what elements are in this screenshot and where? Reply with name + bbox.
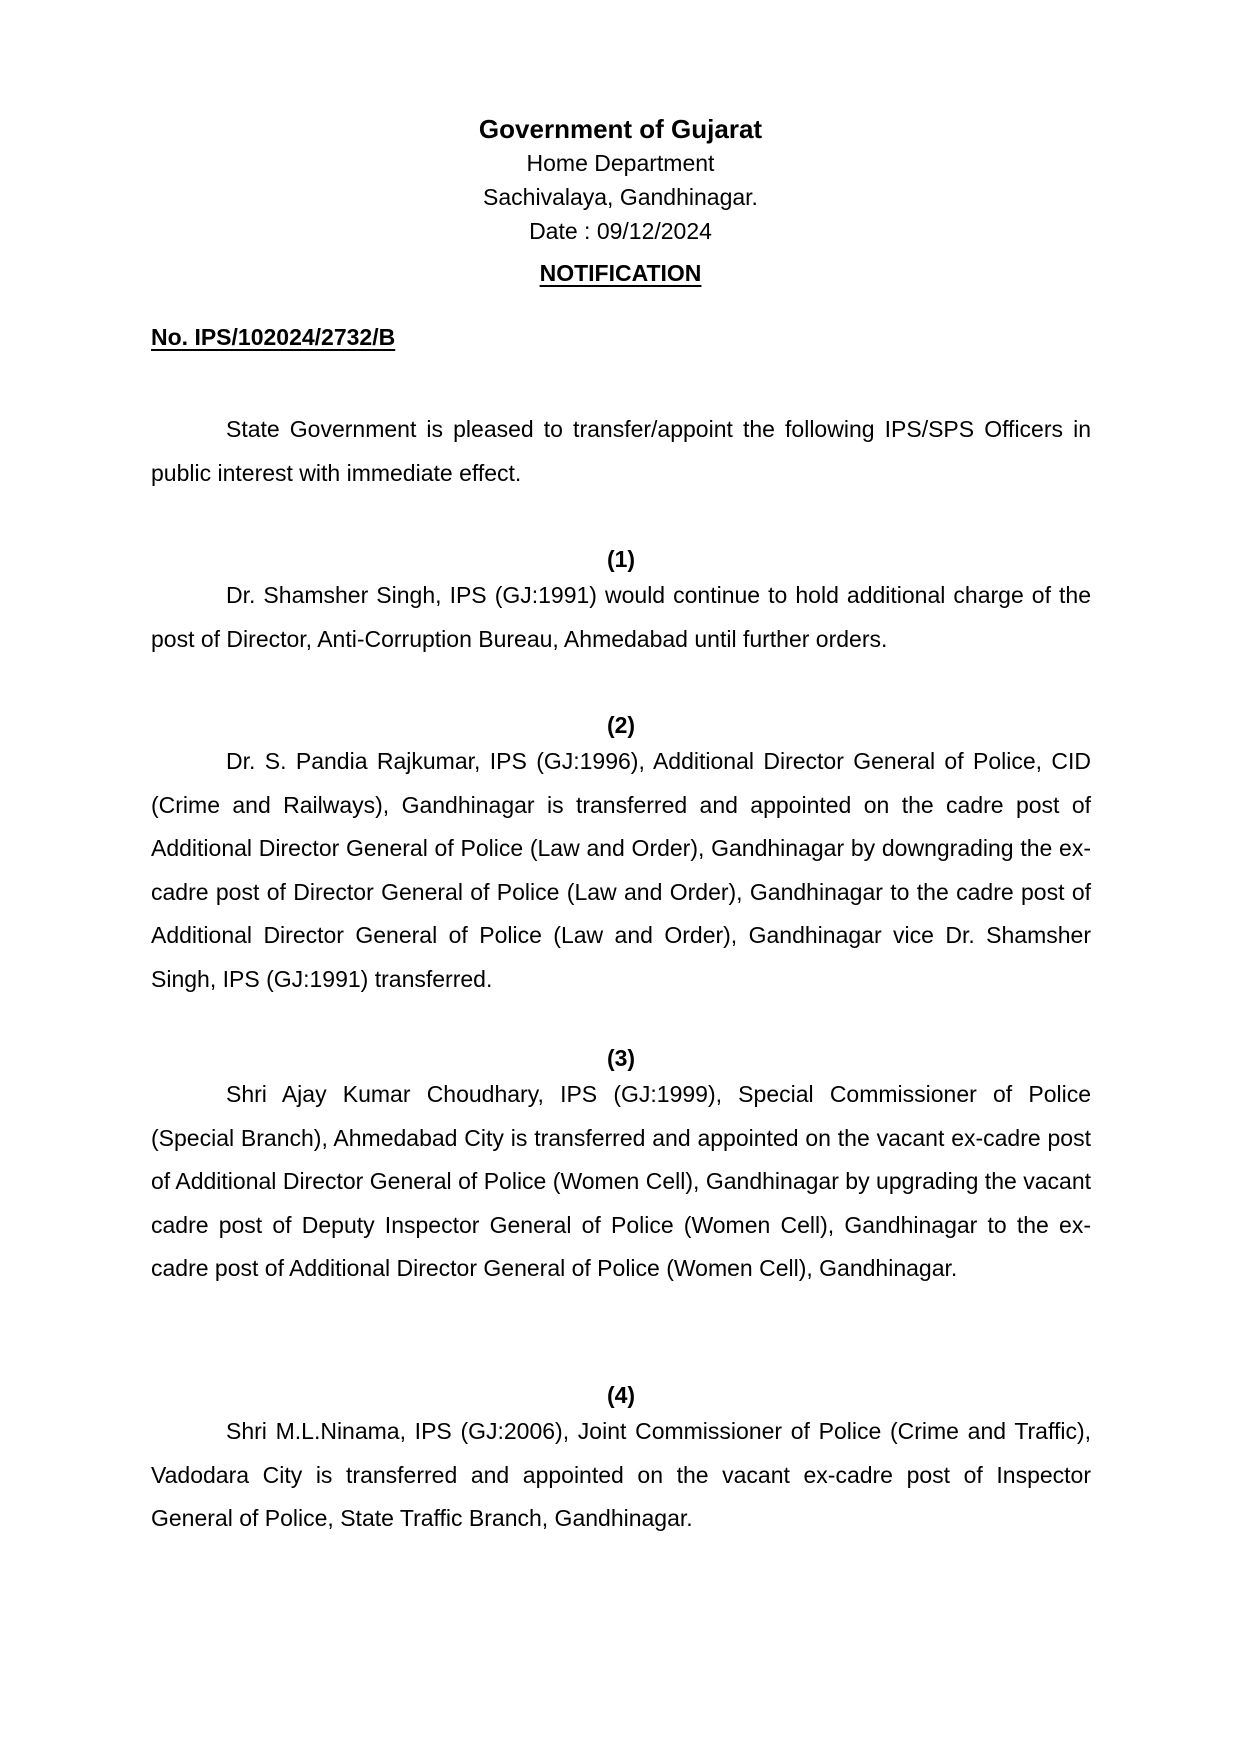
order-section-2 [151, 710, 1091, 1001]
section-number: (1) [606, 546, 636, 572]
order-section-3 [151, 1043, 1091, 1291]
intro-paragraph: State Government is pleased to transfer/appoint the following IPS/SPS Officers in public interest with immediate effect. [151, 416, 1091, 486]
order-section-4 [151, 1380, 1091, 1541]
reference-number: No. IPS/102024/2732/B [151, 324, 396, 350]
section-text: Shri Ajay Kumar Choudhary, IPS (GJ:1999), Special Commissioner of Police (Special Branch), Ahmedabad City is transferred and appointed on the vacant ex-cadre post of Additional Director General of Police (Women Cell), Gandhinagar by upgrading the vacant cadre post of Deputy Inspector General of Police (Women Cell), Gandhinagar to the ex-cadre post of Additional Director General of Police (Women Cell), Gandhinagar. [151, 1081, 1091, 1281]
section-text: Dr. S. Pandia Rajkumar, IPS (GJ:1996), Additional Director General of Police, CID (Crime and Railways), Gandhinagar is transferred and appointed on the cadre post of Additional Director General of Police (Law and Order), Gandhinagar by downgrading the ex-cadre post of Director General of Police (Law and Order), Gandhinagar to the cadre post of Additional Director General of Police (Law and Order), Gandhinagar vice Dr. Shamsher Singh, IPS (GJ:1991) transferred. [151, 748, 1091, 992]
document-type-heading [0, 256, 1241, 290]
section-text: Dr. Shamsher Singh, IPS (GJ:1991) would continue to hold additional charge of the post of Director, Anti-Corruption Bureau, Ahmedabad until further orders. [151, 582, 1091, 652]
organization-name: Government of Gujarat [478, 114, 763, 144]
department-name: Home Department [526, 150, 715, 176]
office-location: Sachivalaya, Gandhinagar. [483, 184, 758, 210]
section-number: (4) [606, 1382, 636, 1408]
intro-paragraph-block [151, 408, 1091, 495]
section-number: (3) [606, 1045, 636, 1071]
document-header [0, 112, 1241, 290]
notification-title: NOTIFICATION [539, 260, 702, 286]
order-section-1 [151, 544, 1091, 661]
document-date: Date : 09/12/2024 [529, 218, 712, 244]
section-text: Shri M.L.Ninama, IPS (GJ:2006), Joint Commissioner of Police (Crime and Traffic), Vadodara City is transferred and appointed on the vacant ex-cadre post of Inspector General of Police, State Traffic Branch, Gandhinagar. [151, 1418, 1091, 1531]
section-number: (2) [606, 712, 636, 738]
